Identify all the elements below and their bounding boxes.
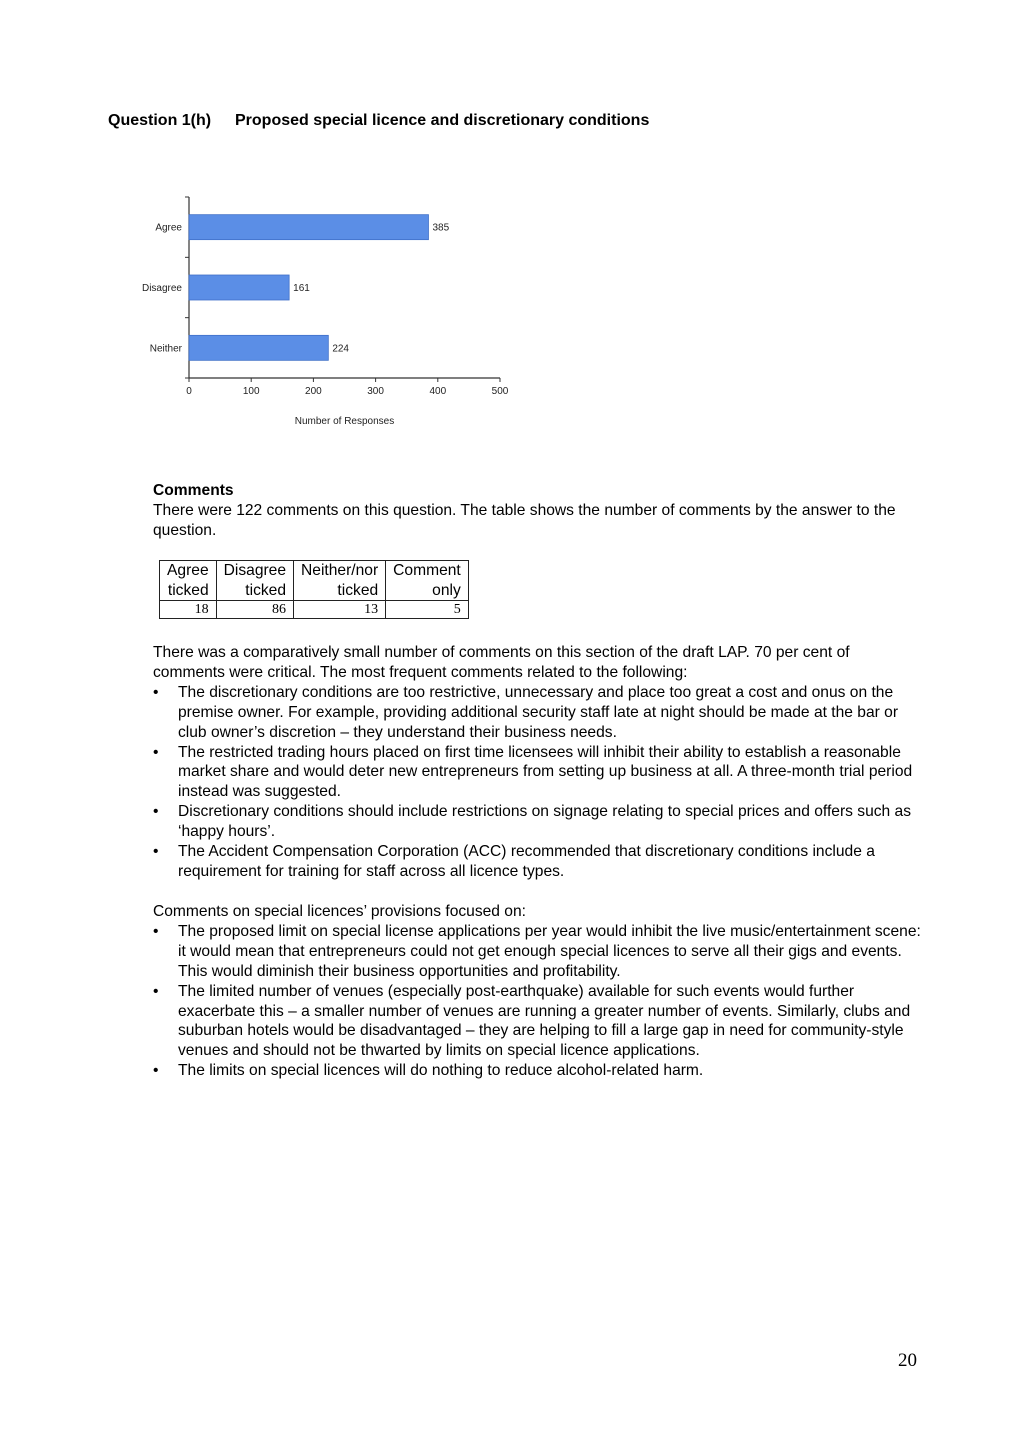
x-tick-label: 200 [305,386,322,397]
comments-heading: Comments [153,482,234,499]
table-header-disagree: Disagree ticked [216,561,293,601]
category-label: Disagree [141,283,182,294]
list-item: • The limits on special licences will do nothing to reduce alcohol-related harm. [153,1061,923,1081]
comments-count-table [159,560,469,619]
special-licences-section [153,902,923,1081]
list-item: • The restricted trading hours placed on first time licensees will inhibit their ability to establish a reasonable market share and would deter new entrepreneurs from setting up business at all. A three-month trial period instead was suggested. [153,743,923,803]
x-tick-label: 100 [242,386,260,397]
data-label: 224 [332,343,350,355]
list-item: • The Accident Compensation Corporation (ACC) recommended that discretionary conditions include a requirement for training for staff across all licence types. [153,842,923,882]
comments-section [153,481,923,541]
special-bullet-list [153,922,923,1081]
category-label: Agree [155,222,182,234]
x-tick-label: 0 [186,386,192,397]
data-label: 385 [432,222,450,234]
list-item: • The discretionary conditions are too restrictive, unnecessary and place too great a cost and onus on the premise owner. For example, providing additional security staff late at night should be made at the bar or club owner’s discretion – they understand their business needs. [153,683,923,743]
table-row [160,601,469,619]
responses-bar-chart [100,185,520,440]
list-item: • The proposed limit on special license applications per year would inhibit the live music/entertainment scene: it would mean that entrepreneurs could not get enough special licences to serve all their gigs and events. This would diminish their business opportunities and profitability. [153,922,923,982]
x-axis-title: Number of Responses [294,416,395,427]
list-item: • Discretionary conditions should include restrictions on signage relating to special prices and offers such as ‘happy hours’. [153,802,923,842]
comments-intro: There were 122 comments on this question. The table shows the number of comments by the answer to the question. [153,501,896,539]
table-header-neither: Neither/nor ticked [294,561,386,601]
summary-intro: There was a comparatively small number of comments on this section of the draft LAP. 70 per cent of comments were critical. The most frequent comments related to the following: [153,644,850,681]
special-intro: Comments on special licences’ provisions focused on: [153,903,526,920]
table-header-agree: Agree ticked [160,561,217,601]
table-header-row [160,561,469,601]
bar [189,215,428,240]
bar [189,275,289,300]
table-cell-neither: 13 [294,601,386,619]
table-header-comment-only: Comment only [386,561,469,601]
x-tick-label: 400 [429,386,447,397]
x-tick-label: 300 [367,386,384,397]
table-cell-agree: 18 [160,601,217,619]
summary-section [153,643,923,882]
list-item: • The limited number of venues (especially post-earthquake) available for such events would further exacerbate this – a smaller number of venues are running a greater number of events. Similarly, clubs and suburban hotels would be disadvantaged – they are helping to fill a large gap in need for community-style venues and should not be thwarted by limits on special licence applications. [153,982,923,1062]
x-tick-label: 500 [491,386,509,397]
page-number: 20 [898,1350,917,1371]
question-number: Question 1(h) [108,112,212,129]
data-label: 161 [293,283,310,294]
bar [189,335,328,360]
table-cell-disagree: 86 [216,601,293,619]
page-heading [108,112,649,130]
question-title: Proposed special licence and discretionary conditions [235,112,650,129]
summary-bullet-list [153,683,923,882]
category-label: Neither [149,343,182,355]
table-cell-comment-only: 5 [386,601,469,619]
